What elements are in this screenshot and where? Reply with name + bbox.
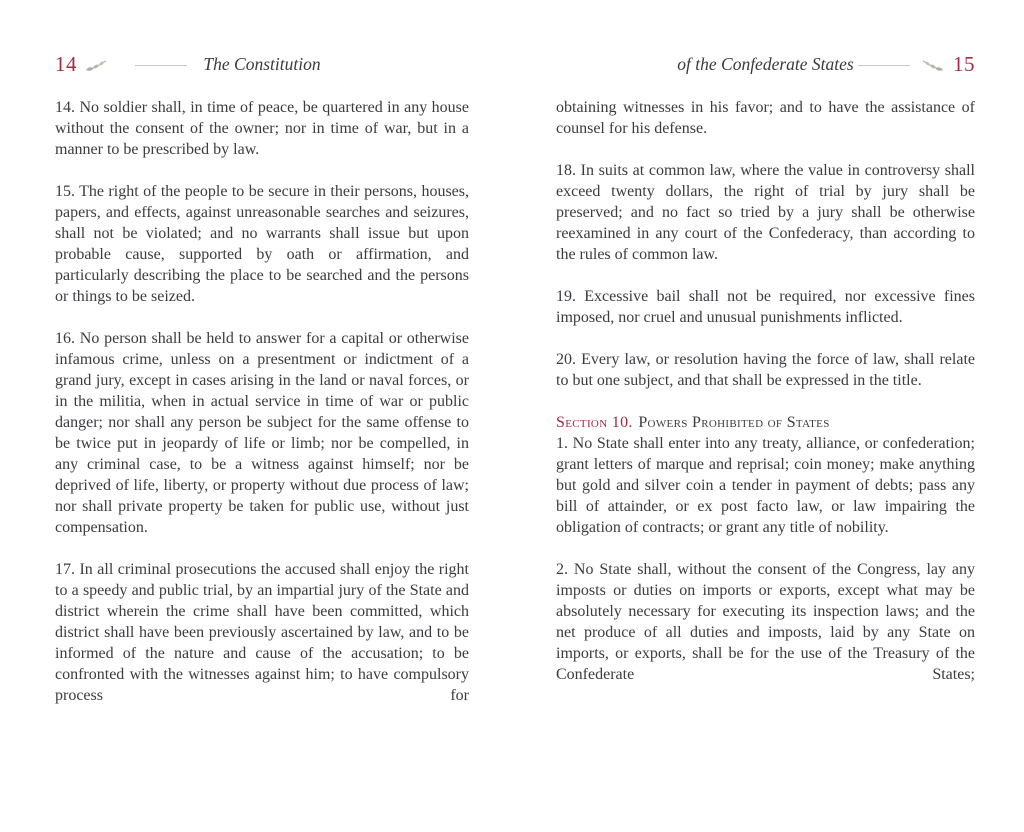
section-title: Powers Prohibited of States — [638, 414, 830, 431]
page-number-right: 15 — [953, 52, 975, 76]
paragraph-18: 18. In suits at common law, where the value in controversy shall exceed twenty dollars, the right of trial by jury shall be preserved; and no fact so tried by a jury shall be otherwise reexamined in any court of the Confederacy, than according to the rules of common law. — [556, 162, 975, 263]
section10-paragraph-1: 1. No State shall enter into any treaty, alliance, or confederation; grant letters of marque and reprisal; coin money; make anything but gold and silver coin a tender in payment of debts; pass any bill of attainder, or ex post facto law, or law impairing the obligation of contracts; or grant any title of nobility. — [556, 435, 975, 536]
header-title-right: of the Confederate States — [677, 54, 854, 74]
paragraph-14: 14. No soldier shall, in time of peace, be quartered in any house without the consent of the owner; nor in time of war, but in a manner to be prescribed by law. — [55, 99, 469, 158]
section-number-label: Section 10. — [556, 414, 633, 431]
right-column-text — [556, 97, 975, 685]
left-column-text — [55, 97, 469, 706]
paragraph-17: 17. In all criminal prosecutions the accused shall enjoy the right to a speedy and public trial, by an impartial jury of the State and district wherein the crime shall have been committed, which district shall have been previously ascertained by law, and to be informed of the nature and cause of the accusation; to be confronted with the witnesses against him; to have compulsory process for — [55, 561, 469, 704]
running-header-left — [55, 52, 469, 78]
page-left — [55, 52, 469, 832]
running-header-right — [556, 52, 975, 78]
leaf-sprig-icon — [921, 59, 945, 73]
section10-paragraph-2: 2. No State shall, without the consent of the Congress, lay any imposts or duties on imports or exports, except what may be absolutely necessary for executing its inspection laws; and the net produce of all duties and imposts, laid by any State on imports, or exports, shall be for the use of the Treasury of the Confederate States; — [556, 561, 975, 683]
paragraph-20: 20. Every law, or resolution having the force of law, shall relate to but one subject, and that shall be expressed in the title. — [556, 351, 975, 389]
paragraph-16: 16. No person shall be held to answer for a capital or otherwise infamous crime, unless on a presentment or indictment of a grand jury, except in cases arising in the land or naval forces, or in the militia, when in actual service in time of war or public danger; nor shall any person be subject for the same offense to be twice put in jeopardy of life or limb; nor be compelled, in any criminal case, to be a witness against himself; nor be deprived of life, liberty, or property without due process of law; nor shall private property be taken for public use, without just compensation. — [55, 330, 469, 536]
header-title-left: The Constitution — [203, 54, 321, 74]
section-heading — [556, 412, 975, 433]
paragraph-15: 15. The right of the people to be secure in their persons, houses, papers, and effects, against unreasonable searches and seizures, shall not be violated; and no warrants shall issue but upon probable cause, supported by oath or affirmation, and particularly describing the place to be searched and the persons or things to be seized. — [55, 183, 469, 305]
paragraph-17-continuation: obtaining witnesses in his favor; and to have the assistance of counsel for his defense. — [556, 99, 975, 137]
header-rule-right — [858, 65, 910, 66]
page-number-left: 14 — [55, 52, 77, 76]
paragraph-19: 19. Excessive bail shall not be required, nor excessive fines imposed, nor cruel and unusual punishments inflicted. — [556, 288, 975, 326]
page-right — [556, 52, 975, 832]
